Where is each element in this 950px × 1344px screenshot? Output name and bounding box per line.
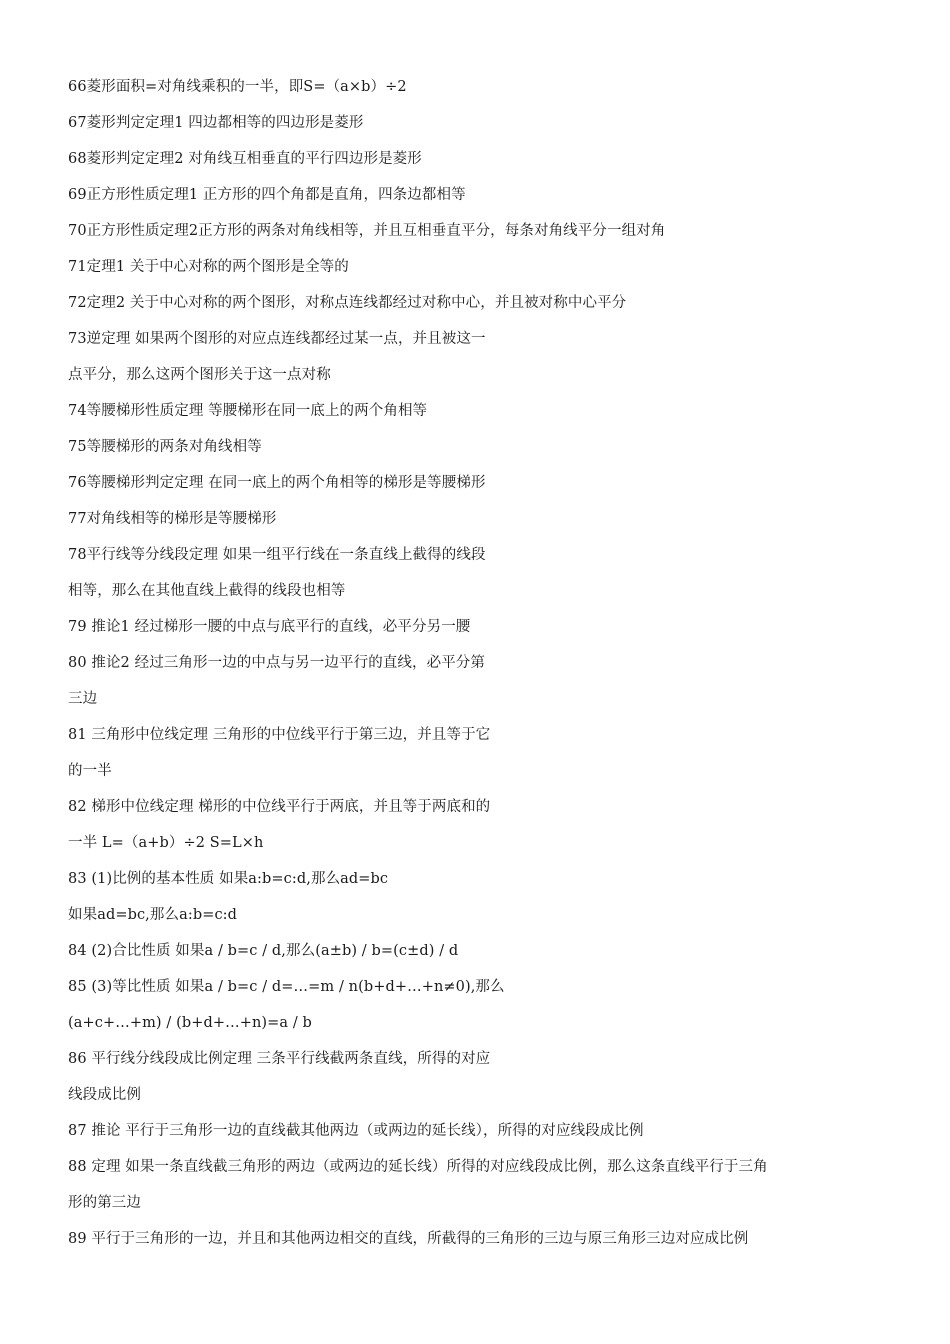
text-line: 如果ad=bc,那么a:b=c:d <box>68 907 238 923</box>
text-line: 69正方形性质定理1 正方形的四个角都是直角，四条边都相等 <box>68 187 466 203</box>
text-line: 88 定理 如果一条直线截三角形的两边（或两边的延长线）所得的对应线段成比例，那么这条直线平行于三角 <box>68 1159 768 1175</box>
text-line: 87 推论 平行于三角形一边的直线截其他两边（或两边的延长线），所得的对应线段成比例 <box>68 1123 644 1139</box>
text-line: 的一半 <box>68 763 112 779</box>
text-line: 70正方形性质定理2正方形的两条对角线相等，并且互相垂直平分，每条对角线平分一组对角 <box>68 223 666 239</box>
text-line: 78平行线等分线段定理 如果一组平行线在一条直线上截得的线段 <box>68 547 486 563</box>
text-line: 80 推论2 经过三角形一边的中点与另一边平行的直线，必平分第 <box>68 655 485 671</box>
text-line: 89 平行于三角形的一边，并且和其他两边相交的直线，所截得的三角形的三边与原三角形三边对应成比例 <box>68 1231 749 1247</box>
text-line: 三边 <box>68 691 98 707</box>
text-line: 84 (2)合比性质 如果a / b=c / d,那么(a±b) / b=(c±d) / d <box>68 943 459 959</box>
text-line: 线段成比例 <box>68 1087 141 1103</box>
text-line: 66菱形面积=对角线乘积的一半，即S=（a×b）÷2 <box>68 79 407 95</box>
text-line: 81 三角形中位线定理 三角形的中位线平行于第三边，并且等于它 <box>68 727 491 743</box>
text-line: 76等腰梯形判定定理 在同一底上的两个角相等的梯形是等腰梯形 <box>68 475 486 491</box>
text-line: 85 (3)等比性质 如果a / b=c / d=…=m / n(b+d+…+n≠0),那么 <box>68 979 505 995</box>
text-line: 相等，那么在其他直线上截得的线段也相等 <box>68 583 346 599</box>
text-line: 86 平行线分线段成比例定理 三条平行线截两条直线，所得的对应 <box>68 1051 491 1067</box>
text-line: 79 推论1 经过梯形一腰的中点与底平行的直线，必平分另一腰 <box>68 619 471 635</box>
text-line: 71定理1 关于中心对称的两个图形是全等的 <box>68 259 349 275</box>
text-line: 77对角线相等的梯形是等腰梯形 <box>68 511 277 527</box>
text-line: 75等腰梯形的两条对角线相等 <box>68 439 262 455</box>
text-line: 73逆定理 如果两个图形的对应点连线都经过某一点，并且被这一 <box>68 331 486 347</box>
text-line: 72定理2 关于中心对称的两个图形，对称点连线都经过对称中心，并且被对称中心平分 <box>68 295 627 311</box>
text-line: 68菱形判定定理2 对角线互相垂直的平行四边形是菱形 <box>68 151 422 167</box>
theorem-list <box>68 76 888 1264</box>
text-line: 67菱形判定定理1 四边都相等的四边形是菱形 <box>68 115 364 131</box>
text-line: 82 梯形中位线定理 梯形的中位线平行于两底，并且等于两底和的 <box>68 799 491 815</box>
text-line: (a+c+…+m) / (b+d+…+n)=a / b <box>68 1015 312 1031</box>
text-line: 83 (1)比例的基本性质 如果a:b=c:d,那么ad=bc <box>68 871 389 887</box>
text-line: 点平分，那么这两个图形关于这一点对称 <box>68 367 331 383</box>
text-line: 一半 L=（a+b）÷2 S=L×h <box>68 835 264 851</box>
text-line: 74等腰梯形性质定理 等腰梯形在同一底上的两个角相等 <box>68 403 428 419</box>
text-line: 形的第三边 <box>68 1195 141 1211</box>
